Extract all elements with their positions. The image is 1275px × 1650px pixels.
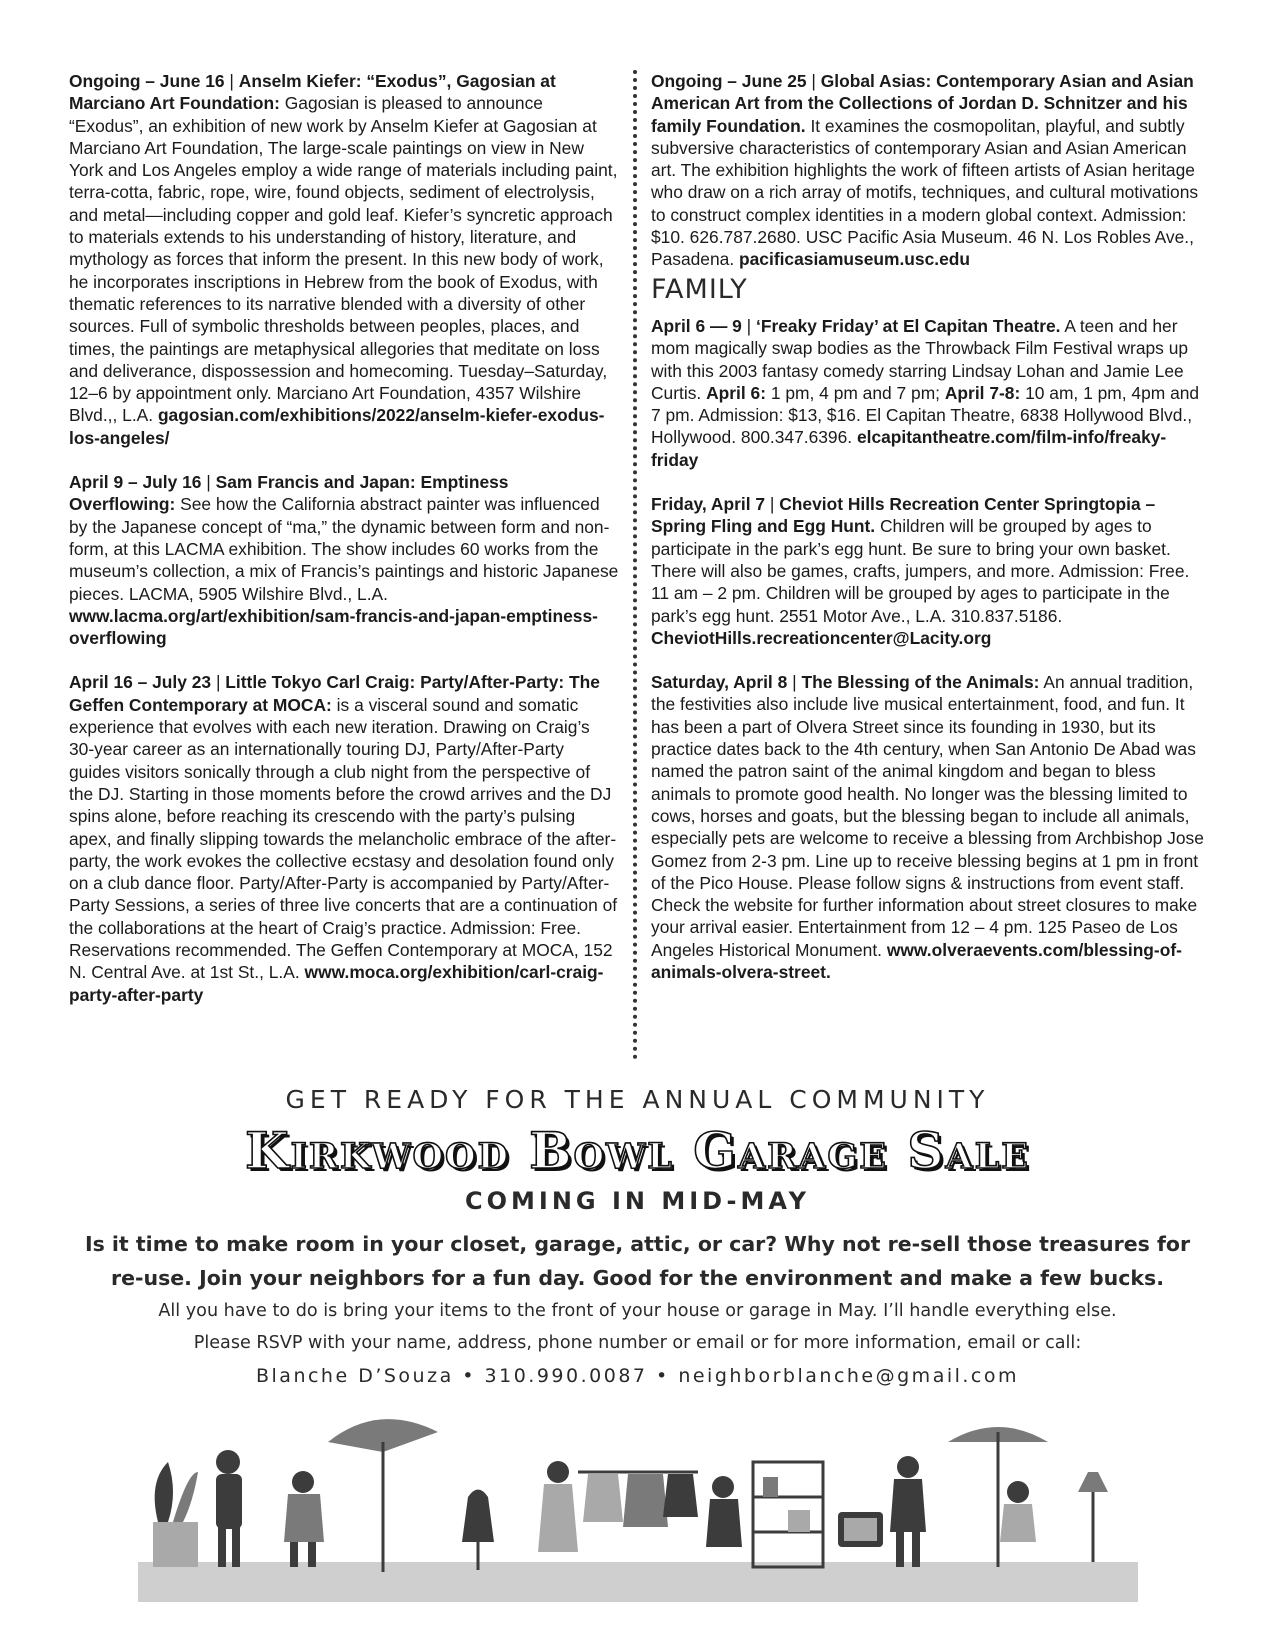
promo-kicker: GET READY FOR THE ANNUAL COMMUNITY <box>285 1085 990 1114</box>
person-icon <box>284 1471 324 1567</box>
contact-email[interactable]: neighborblanche@gmail.com <box>678 1365 1020 1387</box>
event-kiefer <box>69 70 619 449</box>
event-url[interactable]: www.olveraevents.com/blessing-of-animals-olvera-street. <box>651 939 1182 982</box>
event-title: The Blessing of the Animals: <box>801 672 1040 693</box>
event-date: Friday, April 7 <box>651 494 766 515</box>
event-url[interactable]: pacificasiamuseum.usc.edu <box>739 249 971 270</box>
column-divider <box>633 70 637 1060</box>
event-date: Ongoing – June 16 <box>69 71 225 91</box>
event-sam-francis <box>69 471 619 649</box>
separator: | <box>787 672 802 693</box>
event-date: Saturday, April 8 <box>651 672 788 693</box>
event-email[interactable]: CheviotHills.recreationcenter@Lacity.org <box>651 627 992 648</box>
event-body: Gagosian is pleased to announce “Exodus”, an exhibition of new work by Anselm Kiefer at Gagosian at Marciano Art Foundation, The large-scale paintings on view in New York and Los Angeles employ a wide range of materials including paint, terra-cotta, fabric, rope, wire, found objects, sediment of electrolysis, and metal—including copper and gold leaf. Kiefer’s syncretic approach to materials extends to his understanding of history, literature, and mythology as forces that inform the present. In this new body of work, he incorporates inscriptions in Hebrew from the book of Exodus, with thematic references to its narrative blended with a diversity of other sources. Full of symbolic thresholds between peoples, places, and times, the paintings are metaphysical allegories that meditate on loss and deliverance, dispossession and homecoming. Tuesday–Saturday, 12–6 by appointment only. Marciano Art Foundation, 4357 Wilshire Blvd.,, L.A. <box>69 93 618 426</box>
event-body: An annual tradition, the festivities also include live musical entertainment, food, and fun. It has been a part of Olvera Street since its founding in 1930, but its practice dates back to the 4th century, when San Antonio De Abad was named the patron saint of the animal kingdom and began to bless animals to promote good health. No longer was the blessing limited to cows, horses and goats, but the blessing began to include all animals, especially pets are welcome to receive a blessing from Archbishop Jose Gomez from 2-3 pm. Line up to receive blessing begins at 1 pm in front of the Pico House. Please follow signs & instructions from event staff. Check the website for further information about street closures to make your arrival easier. Entertainment from 12 – 4 pm. 125 Paseo de Los Angeles Historical Monument. <box>651 672 1204 960</box>
promo-body-line: Please RSVP with your name, address, phone number or email or for more information, email or call: <box>193 1333 1082 1353</box>
lamp-icon <box>1078 1472 1108 1562</box>
event-url[interactable]: www.moca.org/exhibition/carl-craig-party-after-party <box>69 962 604 1005</box>
event-global-asias <box>651 70 1211 271</box>
bullet: • <box>656 1365 670 1387</box>
event-title: ‘Freaky Friday’ at El Capitan Theatre. <box>756 315 1061 336</box>
event-url[interactable]: elcapitantheatre.com/film-info/freaky-friday <box>651 427 1167 470</box>
showtimes: 10 am, 1 pm, 4pm and 7 pm. Admission: $13, $16. El Capitan Theatre, 6838 Hollywood Blvd., Hollywood. 800.347.6396. <box>651 382 1200 448</box>
event-title: Anselm Kiefer: “Exodus”, Gagosian at Marciano Art Foundation: <box>69 71 556 114</box>
person-icon <box>890 1456 926 1567</box>
promo-title: Kirkwood Bowl Garage Sale <box>245 1121 1030 1180</box>
event-url[interactable]: www.lacma.org/art/exhibition/sam-francis-and-japan-emptiness-overflowing <box>69 605 598 649</box>
event-body: It examines the cosmopolitan, playful, and subtly subversive characteristics of contemporary Asian and Asian American art. The exhibition highlights the work of fifteen artists of Asian heritage who draw on a rich array of motifs, techniques, and cultural motivations to construct complex identities in a modern global context. Admission: $10. 626.787.2680. USC Pacific Asia Museum. 46 N. Los Robles Ave., Pasadena. <box>651 115 1199 270</box>
plant-icon <box>153 1462 198 1567</box>
event-carl-craig <box>69 671 619 1005</box>
separator: | <box>806 71 821 91</box>
contact-name: Blanche D’Souza <box>255 1365 454 1387</box>
promo-lead-line: re-use. Join your neighbors for a fun day. Good for the environment and make a few bucks. <box>110 1266 1165 1290</box>
event-springtopia <box>651 493 1211 649</box>
event-title: Cheviot Hills Recreation Center Springtopia – Spring Fling and Egg Hunt. <box>651 494 1156 537</box>
event-url[interactable]: gagosian.com/exhibitions/2022/anselm-kiefer-exodus-los-angeles/ <box>69 405 605 448</box>
event-title: Sam Francis and Japan: Emptiness Overflowing: <box>69 472 509 515</box>
event-title: Global Asias: Contemporary Asian and Asian American Art from the Collections of Jordan D. Schnitzer and his family Foundation. <box>651 71 1194 136</box>
event-body: is a visceral sound and somatic experience that evolves with each new iteration. Drawing on Craig’s 30-year career as an internationally touring DJ, Party/After-Party guides visitors sonically through a club night from the perspective of the DJ. Starting in those moments before the crowd arrives and the DJ spins alone, before reaching its crescendo with the party’s pulsing apex, and finally slipping towards the melancholic embrace of the after-party, the work evokes the collective ecstasy and desolation found only on a club dance floor. Party/After-Party is accompanied by Party/After-Party Sessions, a series of three live concerts that are a continuation of the collaborations at the heart of Craig’s practice. Admission: Free. Reservations recommended. The Geffen Contemporary at MOCA, 152 N. Central Ave. at 1st St., L.A. <box>69 694 618 983</box>
event-date: April 9 – July 16 <box>69 472 202 493</box>
showtimes: 1 pm, 4 pm and 7 pm; <box>770 382 941 403</box>
clothes-rack-icon <box>578 1472 698 1527</box>
event-date: Ongoing – June 25 <box>651 71 807 91</box>
bullet: • <box>462 1365 476 1387</box>
umbrella-icon <box>328 1419 438 1572</box>
ground-strip <box>138 1562 1138 1602</box>
event-blessing-animals <box>651 671 1211 983</box>
promo-lead-line: Is it time to make room in your closet, garage, attic, or car? Why not re-sell those treasures for <box>84 1232 1191 1256</box>
right-column <box>651 70 1211 1005</box>
left-column <box>69 70 619 1028</box>
event-freaky-friday <box>651 315 1211 471</box>
separator: | <box>741 315 757 336</box>
person-icon <box>1000 1481 1036 1542</box>
person-icon <box>538 1461 578 1552</box>
separator: | <box>211 672 226 693</box>
promo-subtitle: COMING IN MID-MAY <box>464 1187 811 1215</box>
showtime-label: April 7-8: <box>944 382 1021 403</box>
event-body: Children will be grouped by ages to participate in the park’s egg hunt. Be sure to bring your own basket. There will also be games, crafts, jumpers, and more. Admission: Free. 11 am – 2 pm. Children will be grouped by ages to participate in the park’s egg hunt. 2551 Motor Ave., L.A. 310.837.5186. <box>651 516 1190 626</box>
mannequin-icon <box>462 1490 494 1571</box>
garage-sale-illustration <box>138 1402 1138 1602</box>
event-date: April 16 – July 23 <box>69 672 212 693</box>
person-icon <box>706 1476 742 1547</box>
person-icon <box>216 1450 242 1567</box>
promo-contact <box>0 1365 1275 1387</box>
umbrella-icon <box>948 1427 1048 1567</box>
shelf-icon <box>753 1462 823 1567</box>
separator: | <box>224 71 239 91</box>
garage-sale-promo <box>0 1083 1275 1387</box>
separator: | <box>201 472 216 493</box>
event-body: A teen and her mom magically swap bodies as the Throwback Film Festival wraps up with this 2003 fantasy comedy starring Lindsay Lohan and Jamie Lee Curtis. <box>651 315 1189 403</box>
tv-icon <box>838 1512 883 1547</box>
promo-body-line: All you have to do is bring your items to the front of your house or garage in May. I’ll handle everything else. <box>158 1301 1117 1321</box>
event-date: April 6 — 9 <box>651 315 742 336</box>
event-body: See how the California abstract painter was influenced by the Japanese concept of “ma,” the dynamic between form and non-form, at this LACMA exhibition. The show includes 60 works from the museum’s collection, a mix of Francis’s paintings and historic Japanese pieces. LACMA, 5905 Wilshire Blvd., L.A. <box>69 494 619 604</box>
showtime-label: April 6: <box>706 382 767 403</box>
separator: | <box>765 494 780 515</box>
event-title: Little Tokyo Carl Craig: Party/After-Party: The Geffen Contemporary at MOCA: <box>69 672 600 715</box>
contact-phone[interactable]: 310.990.0087 <box>484 1365 648 1387</box>
section-heading-family: FAMILY <box>651 273 748 305</box>
